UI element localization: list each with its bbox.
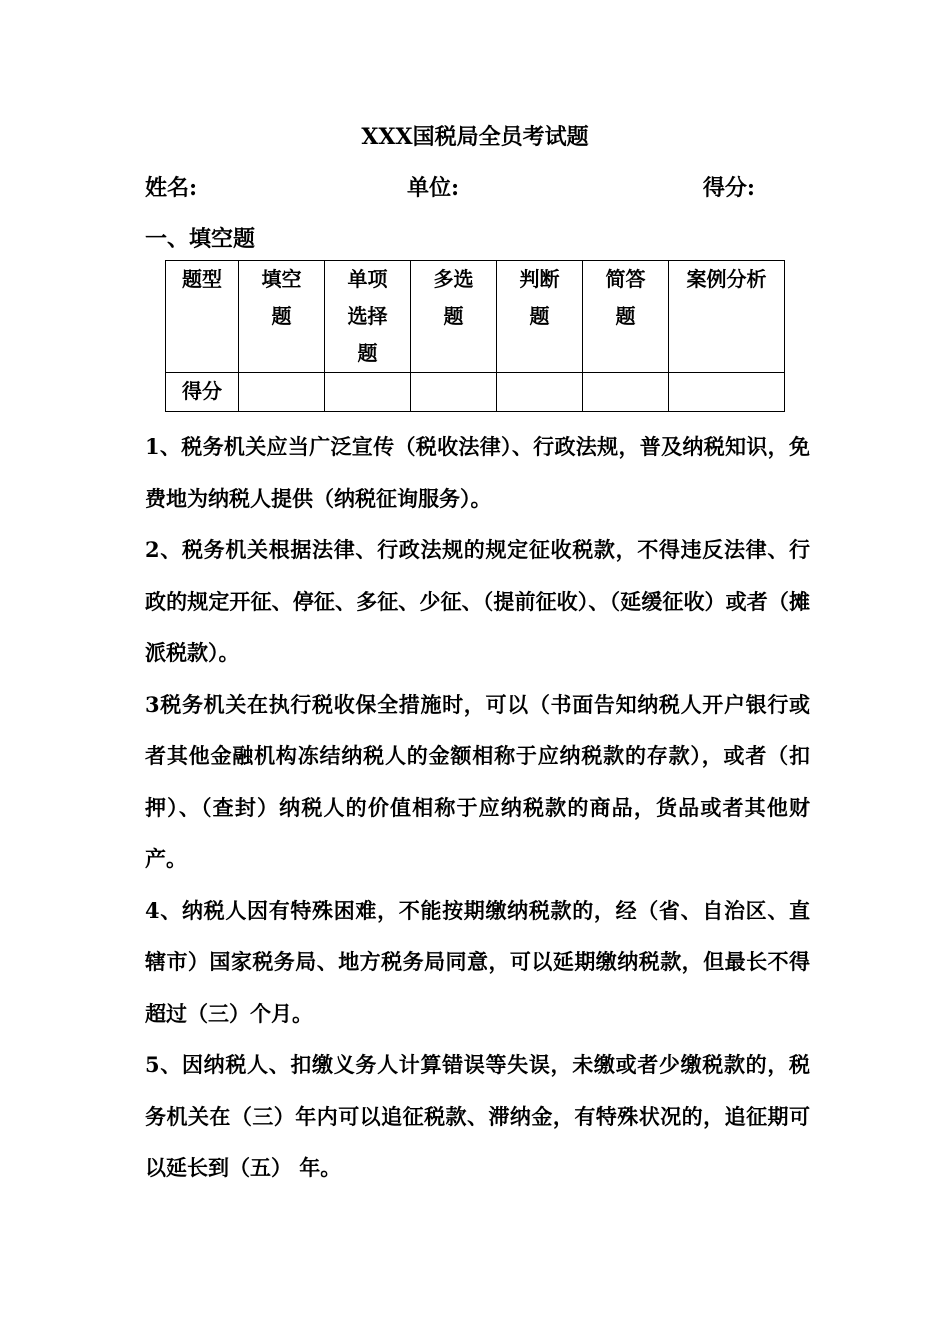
score-table — [165, 260, 785, 412]
score-label: 得分: — [702, 175, 755, 201]
table-header-cell: 单项选择题 — [325, 261, 411, 373]
table-score-row — [166, 373, 785, 412]
table-header-row — [166, 261, 785, 373]
info-row — [145, 172, 755, 204]
score-cell — [411, 373, 497, 412]
score-cell — [583, 373, 669, 412]
table-header-cell: 简答题 — [583, 261, 669, 373]
question-item: 2、税务机关根据法律、行政法规的规定征收税款，不得违反法律、行政的规定开征、停征、多征、少征、（提前征收）、（延缓征收）或者（摊派税款）。 — [145, 537, 810, 665]
table-header-cell: 填空题 — [239, 261, 325, 373]
unit-label: 单位: — [407, 175, 460, 201]
question-list — [145, 421, 810, 1194]
table-header-cell: 多选题 — [411, 261, 497, 373]
table-header-cell: 题型 — [166, 261, 239, 373]
table-header-cell: 案例分析 — [669, 261, 785, 373]
section-heading: 一、填空题 — [145, 226, 256, 252]
score-row-label: 得分 — [166, 373, 239, 412]
question-item: 4、纳税人因有特殊困难，不能按期缴纳税款的，经（省、自治区、直辖市）国家税务局、地方税务局同意，可以延期缴纳税款，但最长不得超过（三）个月。 — [145, 897, 810, 1026]
question-item: 3税务机关在执行税收保全措施时，可以（书面告知纳税人开户银行或者其他金融机构冻结纳税人的金额相称于应纳税款的存款），或者（扣押）、（查封）纳税人的价值相称于应纳税款的商品，货品或者其他财产。 — [145, 691, 810, 871]
score-cell — [669, 373, 785, 412]
score-cell — [325, 373, 411, 412]
question-item: 5、因纳税人、扣缴义务人计算错误等失误，未缴或者少缴税款的，税务机关在（三）年内可以追征税款、滞纳金，有特殊状况的，追征期可以延长到（五） 年。 — [145, 1052, 810, 1180]
score-cell — [239, 373, 325, 412]
table-header-cell: 判断题 — [497, 261, 583, 373]
name-label: 姓名: — [145, 175, 198, 201]
document-title: XXX国税局全员考试题 — [361, 124, 589, 150]
question-item: 1、税务机关应当广泛宣传（税收法律）、行政法规，普及纳税知识，免费地为纳税人提供（纳税征询服务）。 — [145, 434, 810, 511]
score-cell — [497, 373, 583, 412]
